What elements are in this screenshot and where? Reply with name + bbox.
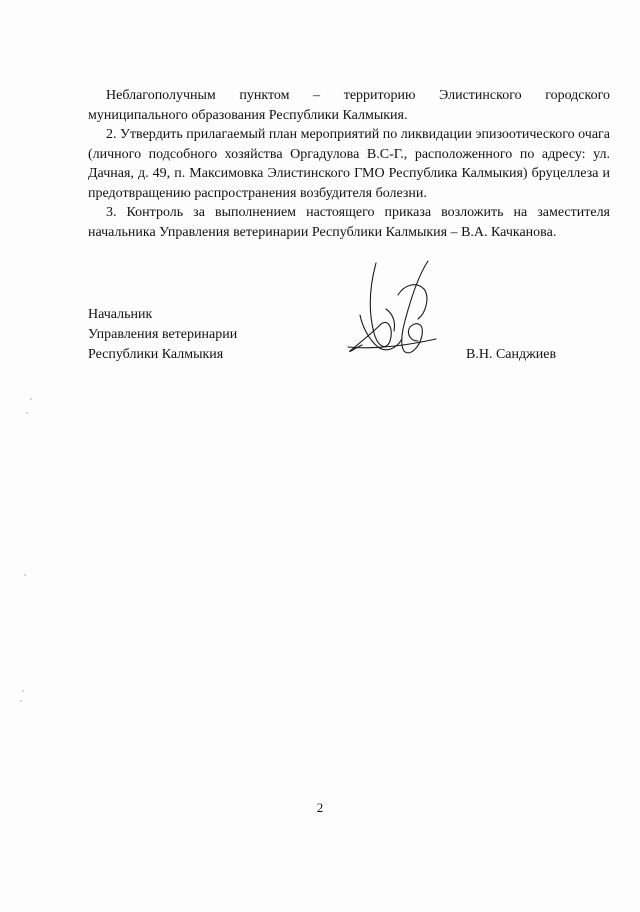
- page-number: 2: [316, 800, 324, 815]
- paragraph-2: 2. Утвердить прилагаемый план мероприятий по ликвидации эпизоотического очага (личного подсобного хозяйства Оргадулова В.С-Г., расположенного по адресу: ул. Дачная, д. 49, п. Максимовка Элистинского ГМО Республика Калмыкия) бруцеллеза и предотвращению распространения возбудителя болезни.: [88, 127, 610, 201]
- scan-speck: [24, 574, 26, 576]
- paragraph-3: 3. Контроль за выполнением настоящего приказа возложить на заместителя начальника Управления ветеринарии Республики Калмыкия – В.А. Качканова.: [88, 205, 610, 240]
- scan-speck: [26, 412, 28, 414]
- handwritten-signature: [340, 255, 450, 365]
- scan-speck: [20, 700, 22, 702]
- signer-title-line-2: Управления ветеринарии: [88, 327, 238, 342]
- document-body: [88, 86, 610, 242]
- scan-speck: [22, 690, 24, 692]
- signer-name: В.Н. Санджиев: [466, 347, 557, 362]
- signer-title-line-3: Республики Калмыкия: [88, 347, 224, 362]
- signer-title-line-1: Начальник: [88, 307, 153, 322]
- scan-speck: [30, 398, 32, 400]
- paragraph-1: Неблагополучным пунктом – территорию Элистинского городского муниципального образования Республики Калмыкия.: [88, 88, 610, 123]
- signature-title-block: [88, 305, 237, 365]
